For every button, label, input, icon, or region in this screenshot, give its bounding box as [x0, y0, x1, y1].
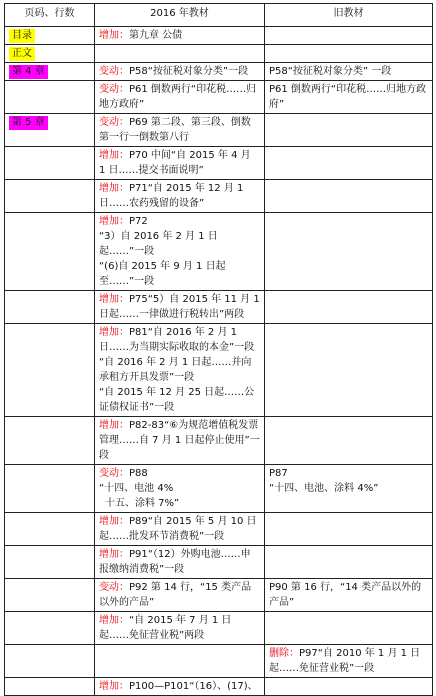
cell-text: P69 第二段、第三段、倒数第一行一倒数第八行 — [99, 117, 251, 143]
table-row — [5, 546, 433, 579]
old-edition-cell — [265, 546, 433, 579]
cell-text: “十四、电池、涂料 4%” — [269, 483, 379, 494]
section-cell — [5, 546, 95, 579]
new-edition-cell — [95, 513, 265, 546]
cell-line — [99, 547, 260, 577]
old-edition-cell — [265, 45, 433, 63]
cell-text: P58“按征税对象分类”一段 — [129, 66, 249, 77]
section-cell — [5, 213, 95, 291]
section-cell — [5, 465, 95, 513]
section-label: 第 5 章 — [9, 116, 48, 130]
change-tag: 删除： — [269, 648, 299, 659]
old-edition-cell — [265, 612, 433, 645]
cell-text: “十四、电池 4% — [99, 483, 174, 494]
change-tag: 增加： — [99, 681, 129, 692]
cell-line — [99, 115, 260, 145]
section-cell — [5, 114, 95, 147]
cell-line — [99, 64, 260, 79]
change-tag: 变动： — [99, 66, 129, 77]
table-row — [5, 612, 433, 645]
old-edition-cell — [265, 63, 433, 81]
change-tag: 变动： — [99, 582, 129, 593]
cell-line — [99, 466, 260, 481]
old-edition-cell — [265, 678, 433, 696]
cell-text: P81“自 2016 年 2 月 1 日……为当期实际收取的本金”一段 — [99, 327, 255, 353]
cell-text: “3）自 2016 年 2 月 1 日起……”一段 — [99, 231, 218, 257]
cell-line — [99, 82, 260, 112]
table-row — [5, 63, 433, 81]
table-row — [5, 465, 433, 513]
change-tag: 增加： — [99, 216, 129, 227]
cell-text: P100—P101“（16）、(17)、 — [129, 681, 258, 692]
new-edition-cell — [95, 291, 265, 324]
cell-line — [99, 580, 260, 610]
cell-line — [99, 292, 260, 322]
change-tag: 增加： — [99, 150, 129, 161]
comparison-table — [4, 3, 433, 696]
cell-line — [99, 514, 260, 544]
cell-line — [269, 82, 428, 112]
table-row — [5, 213, 433, 291]
change-tag: 变动： — [99, 84, 129, 95]
section-cell — [5, 513, 95, 546]
cell-line — [269, 646, 428, 676]
cell-line — [269, 64, 428, 79]
table-row — [5, 147, 433, 180]
cell-text: P72 — [129, 216, 148, 227]
cell-text: P58“按征税对象分类” 一段 — [269, 66, 392, 77]
new-edition-cell — [95, 45, 265, 63]
table-body — [5, 27, 433, 696]
cell-text: P92 第 14 行，“15 类产品以外的产品” — [99, 582, 252, 608]
cell-text: “自 2015 年 7 月 1 日起……免征营业税”两段 — [99, 615, 232, 641]
section-cell — [5, 63, 95, 81]
change-tag: 增加： — [99, 30, 129, 41]
cell-text: P70 中间“自 2015 年 4 月 1 日……提交书面说明” — [99, 150, 251, 176]
section-cell — [5, 81, 95, 114]
change-tag: 增加： — [99, 516, 129, 527]
cell-text: P88 — [129, 468, 148, 479]
cell-line — [99, 181, 260, 211]
table-header-row — [5, 4, 433, 27]
change-tag: 变动： — [99, 117, 129, 128]
cell-text: 十五、涂料 7%” — [105, 498, 180, 509]
cell-text: P97“自 2010 年 1 月 1 日起……免征营业税”一段 — [269, 648, 421, 674]
section-label: 正文 — [9, 47, 35, 61]
header-old-column: 旧教材 — [265, 4, 433, 27]
new-edition-cell — [95, 27, 265, 45]
table-row — [5, 579, 433, 612]
cell-line — [99, 214, 260, 229]
change-tag: 变动： — [99, 468, 129, 479]
section-cell — [5, 612, 95, 645]
cell-text: P71“自 2015 年 12 月 1 日……农药残留的设备” — [99, 183, 244, 209]
new-edition-cell — [95, 324, 265, 417]
old-edition-cell — [265, 147, 433, 180]
cell-text: P61 倒数两行“印花税……归地方政府” — [269, 84, 427, 110]
cell-line — [269, 481, 428, 496]
table-row — [5, 45, 433, 63]
old-edition-cell — [265, 114, 433, 147]
cell-line — [99, 325, 260, 355]
cell-line — [99, 418, 260, 463]
change-tag: 增加： — [99, 183, 129, 194]
section-cell — [5, 147, 95, 180]
section-cell — [5, 324, 95, 417]
new-edition-cell — [95, 180, 265, 213]
old-edition-cell — [265, 291, 433, 324]
cell-text: P75“5）自 2015 年 11 月 1 日起……一律做进行税转出”两段 — [99, 294, 260, 320]
section-cell — [5, 678, 95, 696]
table-row — [5, 513, 433, 546]
new-edition-cell — [95, 114, 265, 147]
cell-text: “自 2015 年 12 月 25 日起……公证债权证书”一段 — [99, 387, 255, 413]
new-edition-cell — [95, 678, 265, 696]
table-row — [5, 678, 433, 696]
new-edition-cell — [95, 213, 265, 291]
cell-text: P61 倒数两行“印花税……归地方政府” — [99, 84, 257, 110]
old-edition-cell — [265, 180, 433, 213]
section-cell — [5, 579, 95, 612]
table-row — [5, 324, 433, 417]
new-edition-cell — [95, 147, 265, 180]
old-edition-cell — [265, 417, 433, 465]
change-tag: 增加： — [99, 615, 129, 626]
new-edition-cell — [95, 612, 265, 645]
old-edition-cell — [265, 81, 433, 114]
table-row — [5, 417, 433, 465]
cell-line — [99, 496, 260, 511]
table-row — [5, 291, 433, 324]
table-row — [5, 180, 433, 213]
old-edition-cell — [265, 324, 433, 417]
section-cell — [5, 417, 95, 465]
cell-text: P90 第 16 行，“14 类产品以外的产品” — [269, 582, 422, 608]
cell-line — [99, 613, 260, 643]
section-cell — [5, 45, 95, 63]
old-edition-cell — [265, 579, 433, 612]
new-edition-cell — [95, 579, 265, 612]
old-edition-cell — [265, 27, 433, 45]
document-page — [4, 3, 432, 696]
change-tag: 增加： — [99, 294, 129, 305]
new-edition-cell — [95, 81, 265, 114]
table-row — [5, 114, 433, 147]
cell-line — [99, 355, 260, 385]
cell-text: “(6)自 2015 年 9 月 1 日起至……”一段 — [99, 261, 226, 287]
table-row — [5, 81, 433, 114]
cell-line — [269, 580, 428, 610]
new-edition-cell — [95, 465, 265, 513]
cell-line — [99, 28, 260, 43]
old-edition-cell — [265, 465, 433, 513]
new-edition-cell — [95, 546, 265, 579]
cell-line — [269, 466, 428, 481]
cell-line — [99, 148, 260, 178]
cell-line — [99, 229, 260, 259]
section-cell — [5, 180, 95, 213]
cell-text: “自 2016 年 2 月 1 日起……并向承租方开具发票”一段 — [99, 357, 252, 383]
cell-text: P91“（12）外购电池……申报缴纳消费税”一段 — [99, 549, 251, 575]
section-cell — [5, 27, 95, 45]
new-edition-cell — [95, 63, 265, 81]
new-edition-cell — [95, 417, 265, 465]
change-tag: 增加： — [99, 327, 129, 338]
cell-text: P89“自 2015 年 5 月 10 日起……批发环节消费税”一段 — [99, 516, 257, 542]
cell-text: P82-83“⑥为规范增值税发票管理……自 7 月 1 日起停止使用”一段 — [99, 420, 260, 461]
header-new-column: 2016 年教材 — [95, 4, 265, 27]
cell-line — [99, 385, 260, 415]
old-edition-cell — [265, 213, 433, 291]
change-tag: 增加： — [99, 420, 129, 431]
header-page-column: 页码、行数 — [5, 4, 95, 27]
section-cell — [5, 291, 95, 324]
cell-line — [99, 259, 260, 289]
section-label: 第 4 章 — [9, 65, 48, 79]
change-tag: 增加： — [99, 549, 129, 560]
cell-text: P87 — [269, 468, 288, 479]
cell-line — [99, 481, 260, 496]
section-label: 目录 — [9, 29, 35, 43]
cell-line — [99, 679, 260, 694]
table-row — [5, 27, 433, 45]
old-edition-cell — [265, 513, 433, 546]
cell-text: 第九章 公债 — [129, 30, 183, 41]
